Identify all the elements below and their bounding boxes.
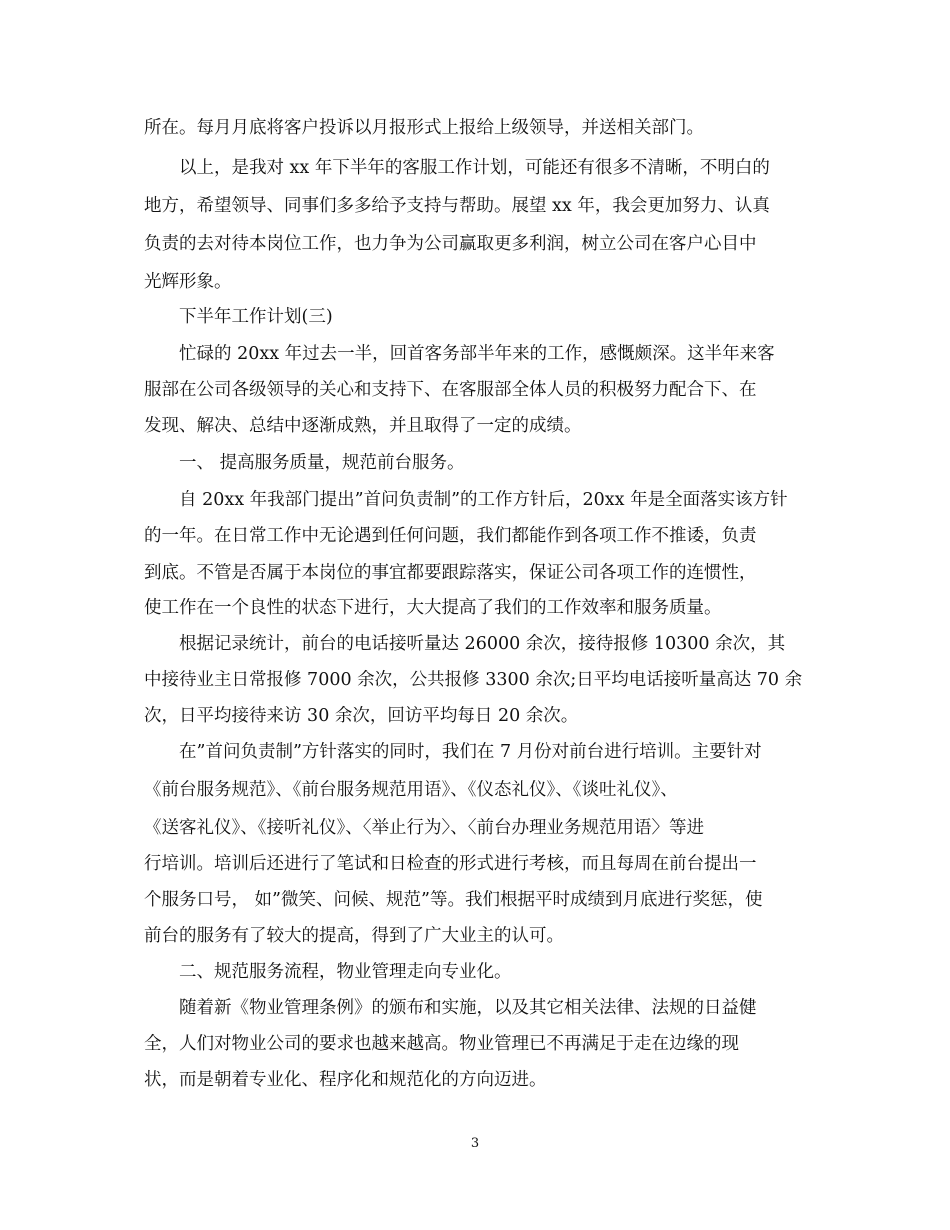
text-line: 发现、解决、总结中逐渐成熟，并且取得了一定的成绩。: [144, 416, 582, 436]
section-heading: 下半年工作计划(三): [179, 307, 333, 327]
text-line: 自 20xx 年我部门提出”首问负责制”的工作方针后，20xx 年是全面落实该方针: [179, 490, 788, 510]
text-line: 个服务口号， 如”微笑、问候、规范”等。我们根据平时成绩到月底进行奖惩，使: [144, 890, 763, 910]
text-line: 随着新《物业管理条例》的颁布和实施，以及其它相关法律、法规的日益健: [179, 998, 757, 1018]
text-line: 在”首问负责制”方针落实的同时，我们在 7 月份对前台进行培训。主要针对: [179, 742, 762, 762]
text-line: 前台的服务有了较大的提高，得到了广大业主的认可。: [144, 926, 564, 946]
section-heading: 二、规范服务流程，物业管理走向专业化。: [179, 962, 512, 982]
text-line: 光辉形象。: [144, 272, 232, 292]
text-line: 忙碌的 20xx 年过去一半，回首客务部半年来的工作，感慨颇深。这半年来客: [179, 344, 775, 364]
text-line: 服部在公司各级领导的关心和支持下、在客服部全体人员的积极努力配合下、在: [144, 380, 757, 400]
text-line: 中接待业主日常报修 7000 余次，公共报修 3300 余次;日平均电话接听量高达 70 余: [144, 670, 803, 690]
text-line: 次，日平均接待来访 30 余次，回访平均每日 20 余次。: [144, 706, 579, 726]
text-line: 行培训。培训后还进行了笔试和日检查的形式进行考核，而且每周在前台提出一: [144, 854, 757, 874]
text-line: 所在。每月月底将客户投诉以月报形式上报给上级领导，并送相关部门。: [144, 118, 704, 138]
text-line: 状，而是朝着专业化、程序化和规范化的方向迈进。: [144, 1070, 547, 1090]
text-line: 以上，是我对 xx 年下半年的客服工作计划，可能还有很多不清晰，不明白的: [179, 158, 770, 178]
text-line: 根据记录统计，前台的电话接听量达 26000 余次，接待报修 10300 余次，其: [179, 634, 786, 654]
text-line: 负责的去对待本岗位工作，也力争为公司赢取更多利润，树立公司在客户心目中: [144, 234, 757, 254]
text-line: 使工作在一个良性的状态下进行，大大提高了我们的工作效率和服务质量。: [144, 598, 722, 618]
section-heading: 一、 提高服务质量，规范前台服务。: [179, 453, 465, 473]
text-line: 地方，希望领导、同事们多多给予支持与帮助。展望 xx 年，我会更加努力、认真: [144, 196, 770, 216]
text-line: 《送客礼仪》、《接听礼仪》、〈举止行为〉、〈前台办理业务规范用语〉等进: [144, 818, 704, 838]
text-line: 到底。不管是否属于本岗位的事宜都要跟踪落实，保证公司各项工作的连惯性，: [144, 563, 757, 583]
text-line: 全，人们对物业公司的要求也越来越高。物业管理已不再满足于走在边缘的现: [144, 1034, 739, 1054]
text-line: 《前台服务规范》、《前台服务规范用语》、《仪态礼仪》、《谈吐礼仪》、: [144, 780, 678, 800]
text-line: 的一年。在日常工作中无论遇到任何问题，我们都能作到各项工作不推诿，负责: [144, 526, 757, 546]
page-number: 3: [470, 1136, 480, 1151]
